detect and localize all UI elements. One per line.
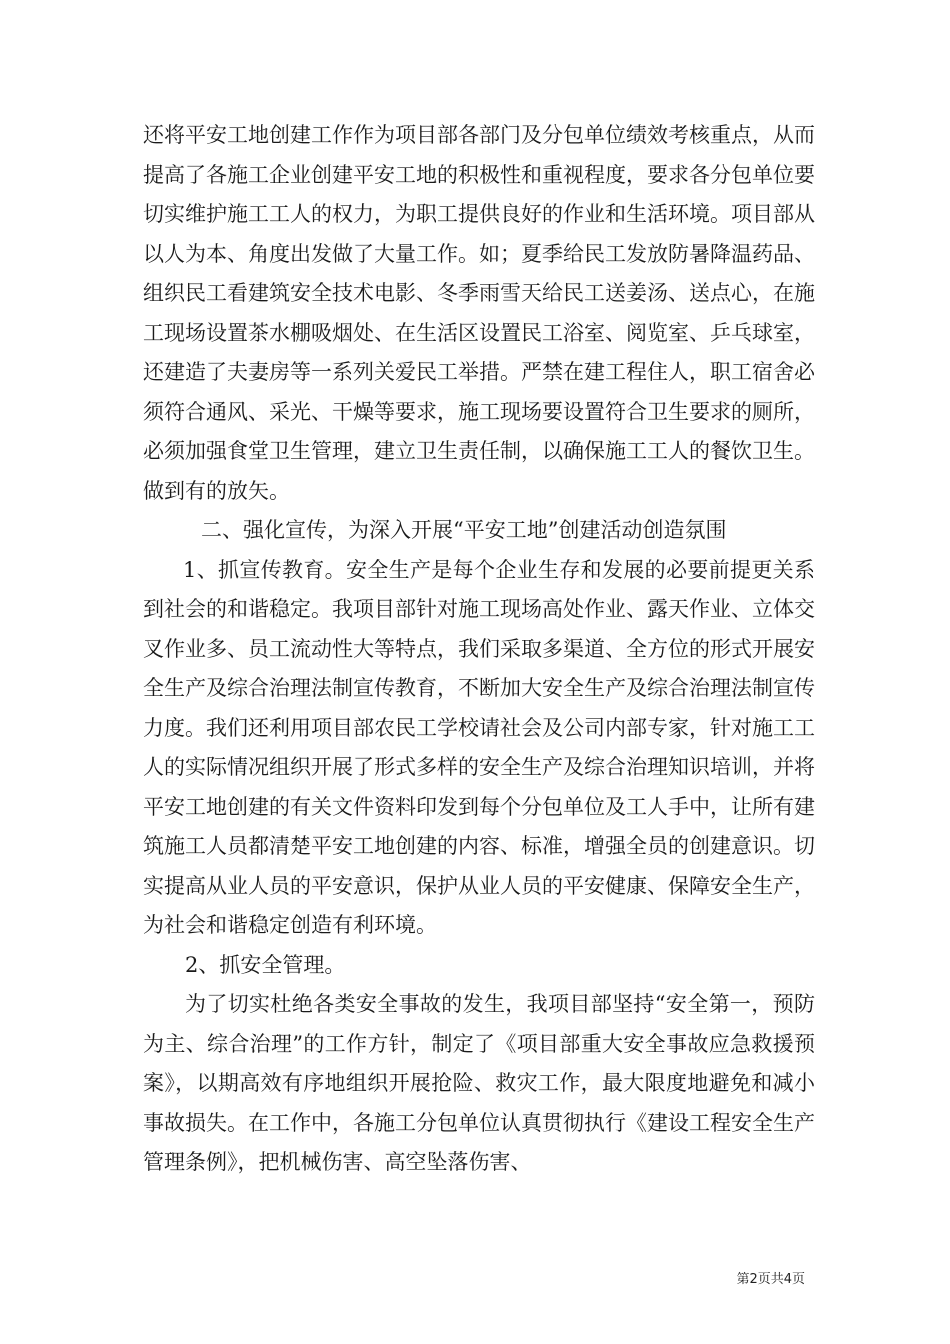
page-number: 第2页共4页 <box>736 1272 805 1287</box>
subheading-safety-management: 2、抓安全管理。 <box>185 952 346 977</box>
paragraph-safety-management: 为了切实杜绝各类安全事故的发生，我项目部坚持“安全第一，预防为主、综合治理”的工作方针，制定了《项目部重大安全事故应急救援预案》，以期高效有序地组织开展抢险、救灾工作，最大限度地避免和减小事故损失。在工作中，各施工分包单位认真贯彻执行《建设工程安全生产管理条例》，把机械伤害、高空坠落伤害、 <box>143 992 815 1174</box>
paragraph-continuation: 还将平安工地创建工作作为项目部各部门及分包单位绩效考核重点，从而提高了各施工企业创建平安工地的积极性和重视程度，要求各分包单位要切实维护施工工人的权力，为职工提供良好的作业和生活环境。项目部从以人为本、角度出发做了大量工作。如；夏季给民工发放防暑降温药品、组织民工看建筑安全技术电影、冬季雨雪天给民工送姜汤、送点心，在施工现场设置茶水棚吸烟处、在生活区设置民工浴室、阅览室、乒乓球室，还建造了夫妻房等一系列关爱民工举措。严禁在建工程住人，职工宿舍必须符合通风、采光、干燥等要求，施工现场要设置符合卫生要求的厕所，必须加强食堂卫生管理，建立卫生责任制，以确保施工工人的餐饮卫生。做到有的放矢。 <box>143 123 815 503</box>
section-heading: 二、强化宣传，为深入开展“平安工地”创建活动创造氛围 <box>201 518 727 542</box>
document-body <box>143 116 815 1183</box>
paragraph-publicity-education: 1、抓宣传教育。安全生产是每个企业生存和发展的必要前提更关系到社会的和谐稳定。我项目部针对施工现场高处作业、露天作业、立体交叉作业多、员工流动性大等特点，我们采取多渠道、全方位的形式开展安全生产及综合治理法制宣传教育，不断加大安全生产及综合治理法制宣传力度。我们还利用项目部农民工学校请社会及公司内部专家，针对施工工人的实际情况组织开展了形式多样的安全生产及综合治理知识培训，并将平安工地创建的有关文件资料印发到每个分包单位及工人手中，让所有建筑施工人员都清楚平安工地创建的内容、标准，增强全员的创建意识。切实提高从业人员的平安意识，保护从业人员的平安健康、保障安全生产，为社会和谐稳定创造有利环境。 <box>143 557 815 937</box>
